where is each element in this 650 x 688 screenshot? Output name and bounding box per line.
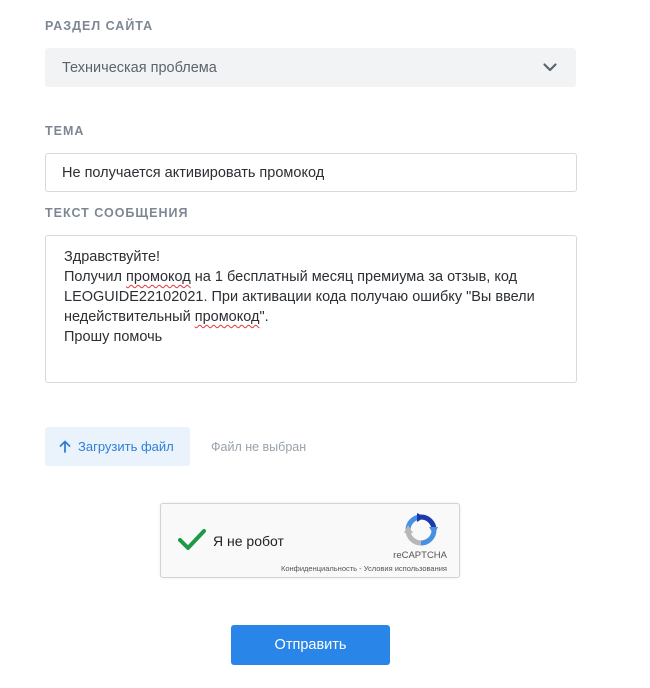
recaptcha-logo-icon [404,513,438,547]
section-select[interactable] [45,48,576,87]
section-select-value: Техническая проблема [62,59,217,76]
checkmark-icon[interactable] [177,527,207,553]
arrow-up-icon [59,440,71,453]
recaptcha-widget [160,503,460,578]
terms-link[interactable]: Условия использования [363,564,447,573]
message-line: LEOGUIDE22102021. При активации кода получаю ошибку "Вы ввели [64,289,535,305]
topic-input[interactable] [45,153,577,192]
file-status-text: Файл не выбран [211,440,307,454]
recaptcha-brand: reCAPTCHA [393,550,447,561]
topic-input-value: Не получается активировать промокод [62,164,325,181]
misspelled-word: промокод [194,309,260,325]
message-line: Прошу помочь [64,329,163,345]
recaptcha-links: Конфиденциальность - Условия использования [281,564,447,573]
message-textarea[interactable] [45,235,577,383]
submit-button[interactable]: Отправить [231,625,390,665]
message-label: ТЕКСТ СООБЩЕНИЯ [45,206,189,220]
topic-label: ТЕМА [45,124,85,138]
section-label: РАЗДЕЛ САЙТА [45,19,154,33]
message-line: недействительный промокод". [64,309,269,325]
privacy-link[interactable]: Конфиденциальность [281,564,358,573]
misspelled-word: промокод [126,269,191,285]
message-line: Получил промокод на 1 бесплатный месяц премиума за отзыв, код [64,269,518,285]
message-line: Здравствуйте! [64,249,161,265]
recaptcha-label: Я не робот [213,533,284,549]
upload-file-button[interactable] [45,427,190,466]
upload-file-label: Загрузить файл [78,439,174,454]
chevron-down-icon [542,59,558,75]
